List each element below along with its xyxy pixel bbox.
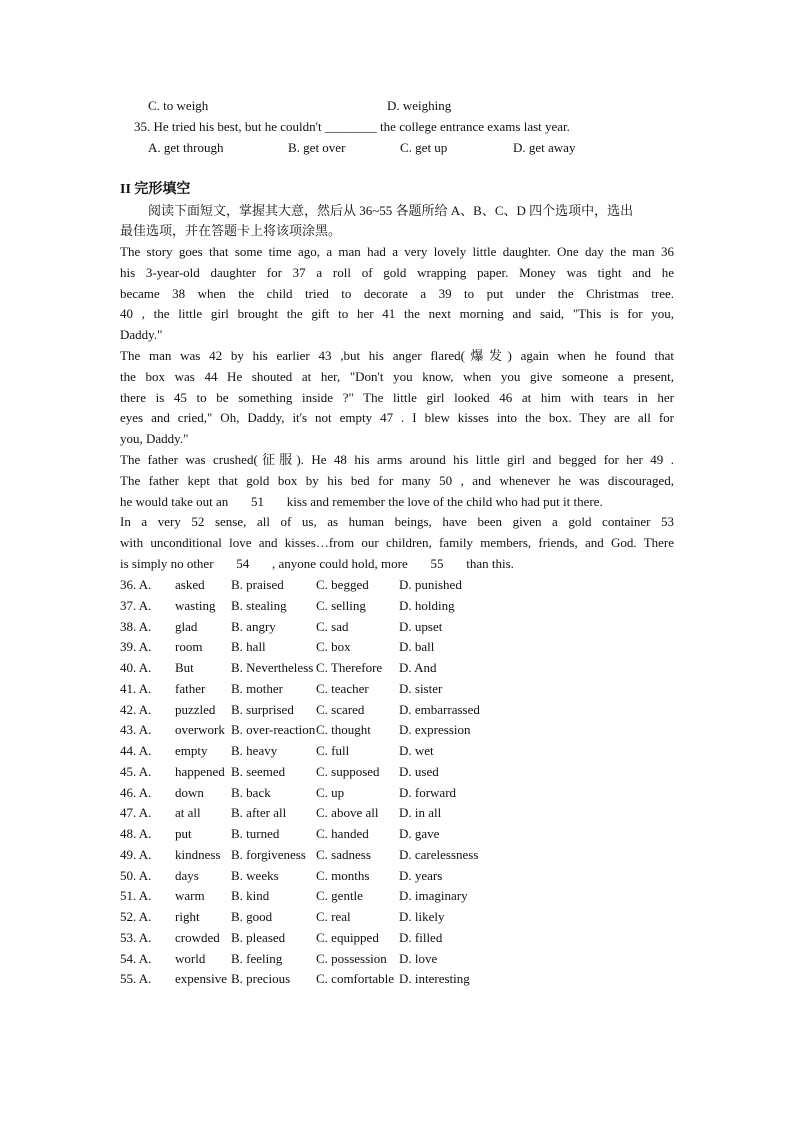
option-c: C. real bbox=[316, 909, 351, 924]
option-row bbox=[0, 763, 794, 781]
option-d: D. in all bbox=[399, 805, 442, 820]
passage-line: with unconditional love and kisses…from our children, family members, friends, and God. There bbox=[120, 535, 674, 550]
option-b: B. kind bbox=[231, 888, 270, 903]
option-row bbox=[0, 846, 794, 864]
option-number: 40. A. bbox=[120, 660, 152, 675]
option-b: B. surprised bbox=[231, 702, 294, 717]
option-b: B. precious bbox=[231, 971, 291, 986]
option-row bbox=[0, 721, 794, 739]
option-b: B. praised bbox=[231, 577, 284, 592]
option-number: 37. A. bbox=[120, 598, 152, 613]
q34-option-c: C. to weigh bbox=[148, 98, 209, 113]
q35-option-b: B. get over bbox=[288, 140, 346, 155]
option-number: 46. A. bbox=[120, 785, 152, 800]
option-c: C. handed bbox=[316, 826, 369, 841]
option-c: C. months bbox=[316, 868, 370, 883]
q35-option-c: C. get up bbox=[400, 140, 448, 155]
option-number: 36. A. bbox=[120, 577, 152, 592]
passage-line: The father kept that gold box by his bed for many 50 , and whenever he was discouraged, bbox=[120, 473, 674, 488]
option-number: 44. A. bbox=[120, 743, 152, 758]
option-a: father bbox=[175, 681, 206, 696]
option-b: B. seemed bbox=[231, 764, 286, 779]
passage-line: The story goes that some time ago, a man had a very lovely little daughter. One day the man 36 bbox=[120, 244, 674, 259]
option-d: D. imaginary bbox=[399, 888, 468, 903]
option-a: warm bbox=[175, 888, 205, 903]
passage-line: Daddy." bbox=[120, 327, 163, 342]
option-a: down bbox=[175, 785, 204, 800]
q35-option-a: A. get through bbox=[148, 140, 224, 155]
option-b: B. good bbox=[231, 909, 273, 924]
option-row bbox=[0, 784, 794, 802]
option-b: B. after all bbox=[231, 805, 287, 820]
passage-line: 40 , the little girl brought the gift to her 41 the next morning and said, "This is for you, bbox=[120, 306, 674, 321]
option-c: C. scared bbox=[316, 702, 365, 717]
option-d: D. And bbox=[399, 660, 437, 675]
option-c: C. gentle bbox=[316, 888, 363, 903]
option-a: glad bbox=[175, 619, 198, 634]
option-a: asked bbox=[175, 577, 205, 592]
option-row bbox=[0, 701, 794, 719]
option-a: days bbox=[175, 868, 199, 883]
option-row bbox=[0, 618, 794, 636]
passage-line: his 3-year-old daughter for 37 a roll of gold wrapping paper. Money was tight and he bbox=[120, 265, 674, 280]
option-number: 48. A. bbox=[120, 826, 152, 841]
passage-line: The man was 42 by his earlier 43 ,but his anger flared(爆发) again when he found that bbox=[120, 348, 674, 363]
option-c: C. sad bbox=[316, 619, 349, 634]
option-b: B. pleased bbox=[231, 930, 286, 945]
option-a: world bbox=[175, 951, 206, 966]
option-row bbox=[0, 908, 794, 926]
option-d: D. used bbox=[399, 764, 439, 779]
option-d: D. punished bbox=[399, 577, 462, 592]
option-number: 43. A. bbox=[120, 722, 152, 737]
q35-option-d: D. get away bbox=[513, 140, 576, 155]
option-a: put bbox=[175, 826, 192, 841]
option-row bbox=[0, 970, 794, 988]
option-number: 52. A. bbox=[120, 909, 152, 924]
option-a: empty bbox=[175, 743, 208, 758]
section-instruction-line2: 最佳选项，并在答题卡上将该项涂黑。 bbox=[120, 223, 342, 238]
option-number: 47. A. bbox=[120, 805, 152, 820]
option-number: 49. A. bbox=[120, 847, 152, 862]
option-row bbox=[0, 950, 794, 968]
option-a: kindness bbox=[175, 847, 221, 862]
option-c: C. above all bbox=[316, 805, 379, 820]
option-d: D. love bbox=[399, 951, 438, 966]
option-row bbox=[0, 887, 794, 905]
option-a: happened bbox=[175, 764, 225, 779]
q34-option-d: D. weighing bbox=[387, 98, 452, 113]
option-b: B. turned bbox=[231, 826, 280, 841]
option-d: D. carelessness bbox=[399, 847, 479, 862]
option-d: D. ball bbox=[399, 639, 435, 654]
option-c: C. possession bbox=[316, 951, 387, 966]
passage-line: In a very 52 sense, all of us, as human beings, have been given a gold container 53 bbox=[120, 514, 674, 529]
option-b: B. heavy bbox=[231, 743, 278, 758]
option-a: puzzled bbox=[175, 702, 216, 717]
option-number: 45. A. bbox=[120, 764, 152, 779]
option-c: C. supposed bbox=[316, 764, 380, 779]
option-b: B. forgiveness bbox=[231, 847, 306, 862]
option-a: at all bbox=[175, 805, 201, 820]
option-number: 41. A. bbox=[120, 681, 152, 696]
option-row bbox=[0, 597, 794, 615]
option-d: D. expression bbox=[399, 722, 471, 737]
option-d: D. likely bbox=[399, 909, 445, 924]
option-b: B. weeks bbox=[231, 868, 279, 883]
option-a: wasting bbox=[175, 598, 216, 613]
option-row bbox=[0, 576, 794, 594]
option-row bbox=[0, 680, 794, 698]
option-c: C. sadness bbox=[316, 847, 371, 862]
option-row bbox=[0, 742, 794, 760]
option-c: C. Therefore bbox=[316, 660, 383, 675]
option-c: C. box bbox=[316, 639, 351, 654]
option-number: 39. A. bbox=[120, 639, 152, 654]
option-a: But bbox=[175, 660, 194, 675]
option-c: C. equipped bbox=[316, 930, 379, 945]
option-d: D. interesting bbox=[399, 971, 470, 986]
passage-line: is simply no other 54 , anyone could hold, more 55 than this. bbox=[120, 556, 514, 571]
option-c: C. comfortable bbox=[316, 971, 394, 986]
option-row bbox=[0, 867, 794, 885]
option-row bbox=[0, 659, 794, 677]
option-b: B. back bbox=[231, 785, 271, 800]
passage-line: you, Daddy." bbox=[120, 431, 189, 446]
option-number: 53. A. bbox=[120, 930, 152, 945]
option-d: D. wet bbox=[399, 743, 434, 758]
option-c: C. teacher bbox=[316, 681, 369, 696]
passage-line: there is 45 to be something inside ?" The little girl looked 46 at him with tears in her bbox=[120, 390, 674, 405]
option-c: C. begged bbox=[316, 577, 369, 592]
option-number: 50. A. bbox=[120, 868, 152, 883]
option-a: overwork bbox=[175, 722, 225, 737]
option-b: B. stealing bbox=[231, 598, 287, 613]
passage-line: eyes and cried," Oh, Daddy, it's not empty 47 . I blew kisses into the box. They are all for bbox=[120, 410, 674, 425]
section-heading: II 完形填空 bbox=[120, 182, 191, 197]
option-d: D. embarrassed bbox=[399, 702, 480, 717]
option-a: right bbox=[175, 909, 200, 924]
option-b: B. mother bbox=[231, 681, 283, 696]
option-row bbox=[0, 825, 794, 843]
option-d: D. sister bbox=[399, 681, 443, 696]
option-number: 42. A. bbox=[120, 702, 152, 717]
passage-line: he would take out an 51 kiss and remember the love of the child who had put it there. bbox=[120, 494, 603, 509]
option-d: D. upset bbox=[399, 619, 443, 634]
passage-line: The father was crushed(征服). He 48 his arms around his little girl and begged for her 49 . bbox=[120, 452, 674, 467]
option-number: 55. A. bbox=[120, 971, 152, 986]
option-d: D. filled bbox=[399, 930, 443, 945]
option-row bbox=[0, 929, 794, 947]
option-row bbox=[0, 638, 794, 656]
option-c: C. up bbox=[316, 785, 345, 800]
option-d: D. years bbox=[399, 868, 443, 883]
option-b: B. feeling bbox=[231, 951, 283, 966]
option-d: D. gave bbox=[399, 826, 440, 841]
option-b: B. Nevertheless bbox=[231, 660, 314, 675]
option-number: 38. A. bbox=[120, 619, 152, 634]
passage-line: the box was 44 He shouted at her, "Don't you know, when you give someone a present, bbox=[120, 369, 674, 384]
option-a: room bbox=[175, 639, 203, 654]
option-b: B. over-reaction bbox=[231, 722, 316, 737]
option-a: expensive bbox=[175, 971, 227, 986]
passage-line: became 38 when the child tried to decorate a 39 to put under the Christmas tree. bbox=[120, 286, 674, 301]
option-a: crowded bbox=[175, 930, 220, 945]
option-d: D. forward bbox=[399, 785, 457, 800]
option-c: C. thought bbox=[316, 722, 371, 737]
section-instruction-line1: 阅读下面短文，掌握其大意，然后从 36~55 各题所给 A、B、C、D 四个选项中，选出 bbox=[148, 203, 634, 218]
option-d: D. holding bbox=[399, 598, 455, 613]
option-number: 54. A. bbox=[120, 951, 152, 966]
option-row bbox=[0, 804, 794, 822]
option-b: B. angry bbox=[231, 619, 276, 634]
option-number: 51. A. bbox=[120, 888, 152, 903]
q35-stem: 35. He tried his best, but he couldn't ________ the college entrance exams last year. bbox=[134, 119, 570, 134]
option-b: B. hall bbox=[231, 639, 266, 654]
option-c: C. full bbox=[316, 743, 350, 758]
option-c: C. selling bbox=[316, 598, 366, 613]
